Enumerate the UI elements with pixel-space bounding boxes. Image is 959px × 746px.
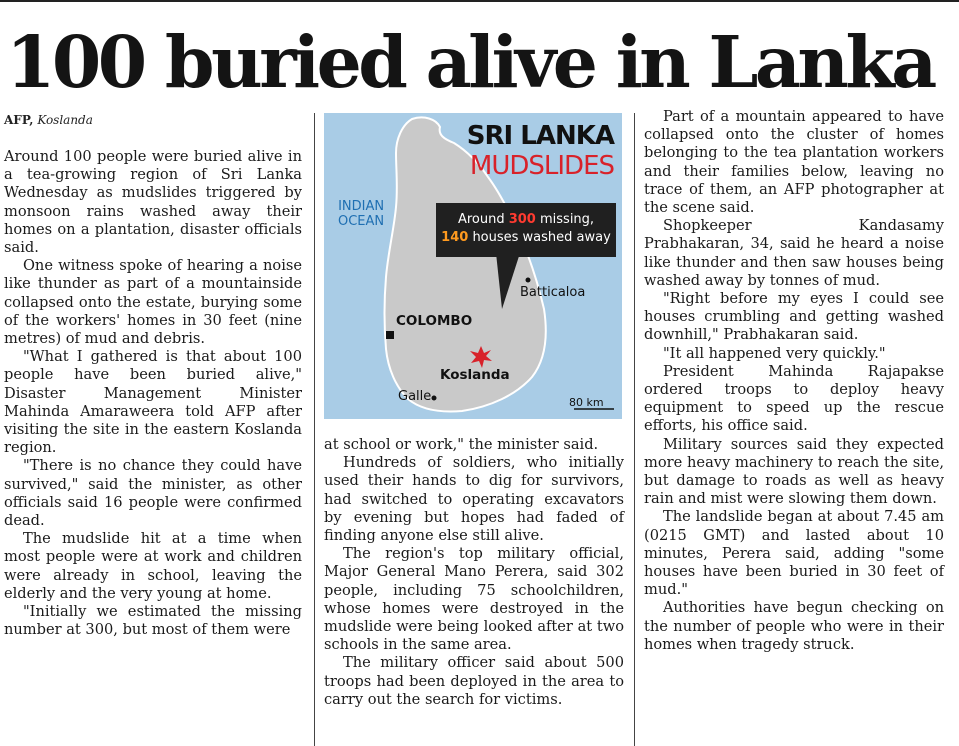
callout-text: houses washed away xyxy=(468,230,611,245)
paragraph: The region's top military official, Major General Mano Perera, said 302 people, including 75 schoolchildren, whose homes were destroyed in the mudslide were being looked after at two schools in the same area. xyxy=(324,545,624,654)
byline-place: Koslanda xyxy=(37,113,93,127)
paragraph: "What I gathered is that about 100 people have been buried alive," Disaster Management Minister Mahinda Amaraweera told AFP after visiting the site in the eastern Koslanda region. xyxy=(4,348,302,457)
paragraph: at school or work," the minister said. xyxy=(324,436,599,453)
galle-label: Galle xyxy=(398,389,432,404)
paragraph: "It all happened very quickly." xyxy=(662,344,886,362)
ocean-label xyxy=(338,199,384,229)
column-rule-right xyxy=(634,113,635,746)
byline xyxy=(4,113,93,127)
houses-count: 140 xyxy=(441,230,469,245)
column-rule-left xyxy=(314,113,315,746)
paragraph: The landslide began at about 7.45 am (0215 GMT) and lasted about 10 minutes, Perera said, adding "some houses have been buried in 30 feet of mud." xyxy=(644,508,944,599)
byline-agency: AFP, xyxy=(4,113,34,127)
map-title-line-1: SRI LANKA xyxy=(466,121,614,151)
batticaloa-label: Batticaloa xyxy=(520,285,586,300)
top-rule xyxy=(0,0,959,2)
paragraph: Shopkeeper Kandasamy Prabhakaran, 34, said he heard a noise like thunder and then saw houses being washed away by tonnes of mud. xyxy=(644,217,944,289)
map-title-line-2: MUDSLIDES xyxy=(469,151,614,181)
paragraph: The mudslide hit at a time when most people were at work and children were already in school, leaving the elderly and the very young at home. xyxy=(4,530,302,602)
paragraph: Around 100 people were buried alive in a tea-growing region of Sri Lanka Wednesday as mudslides triggered by monsoon rains washed away their homes on a plantation, disaster officials said. xyxy=(4,148,302,257)
koslanda-label: Koslanda xyxy=(440,367,510,383)
colombo-label: COLOMBO xyxy=(396,313,473,329)
paragraph: "Right before my eyes I could see houses crumbling and getting washed downhill," Prabhakaran said. xyxy=(644,290,944,344)
paragraph: The military officer said about 500 troops had been deployed in the area to carry out the search for victims. xyxy=(324,654,624,708)
callout-text: missing, xyxy=(535,212,595,227)
callout-text: Around xyxy=(457,212,509,227)
map-title xyxy=(467,121,614,181)
sri-lanka-map-graphic xyxy=(324,113,622,419)
article-column-1 xyxy=(4,148,302,639)
article-column-2 xyxy=(324,436,624,709)
paragraph: Hundreds of soldiers, who initially used their hands to dig for survivors, had switched to operating excavators by evening but hopes had faded of finding anyone else still alive. xyxy=(324,454,624,545)
paragraph: Authorities have begun checking on the number of people who were in their homes when tragedy struck. xyxy=(644,599,944,653)
article-column-3 xyxy=(644,108,944,654)
ocean-label-line-2: OCEAN xyxy=(338,214,385,229)
paragraph: "There is no chance they could have survived," said the minister, as other officials said 16 people were confirmed dead. xyxy=(4,457,302,530)
headline: 100 buried alive in Lanka xyxy=(6,20,934,104)
scale-label: 80 km xyxy=(569,396,604,409)
batticaloa-dot xyxy=(526,278,531,283)
missing-count: 300 xyxy=(508,212,536,227)
paragraph: Part of a mountain appeared to have collapsed onto the cluster of homes belonging to the tea plantation workers and their families below, leaving no trace of them, an AFP photographer at the scene said. xyxy=(644,108,944,217)
galle-dot xyxy=(432,396,437,401)
colombo-marker xyxy=(386,331,394,339)
paragraph: President Mahinda Rajapakse ordered troops to deploy heavy equipment to speed up the rescue efforts, his office said. xyxy=(644,362,944,435)
ocean-label-line-1: INDIAN xyxy=(338,199,385,214)
paragraph: "Initially we estimated the missing number at 300, but most of them were xyxy=(4,603,302,639)
casualty-callout xyxy=(436,203,616,257)
callout-line-1 xyxy=(436,211,616,229)
paragraph: Military sources said they expected more heavy machinery to reach the site, but damage to roads as well as heavy rain and mist were slowing them down. xyxy=(644,435,944,508)
callout-line-2 xyxy=(436,229,616,247)
paragraph: One witness spoke of hearing a noise like thunder as part of a mountainside collapsed onto the estate, burying some of the workers' homes in 30 feet (nine metres) of mud and debris. xyxy=(4,257,302,348)
